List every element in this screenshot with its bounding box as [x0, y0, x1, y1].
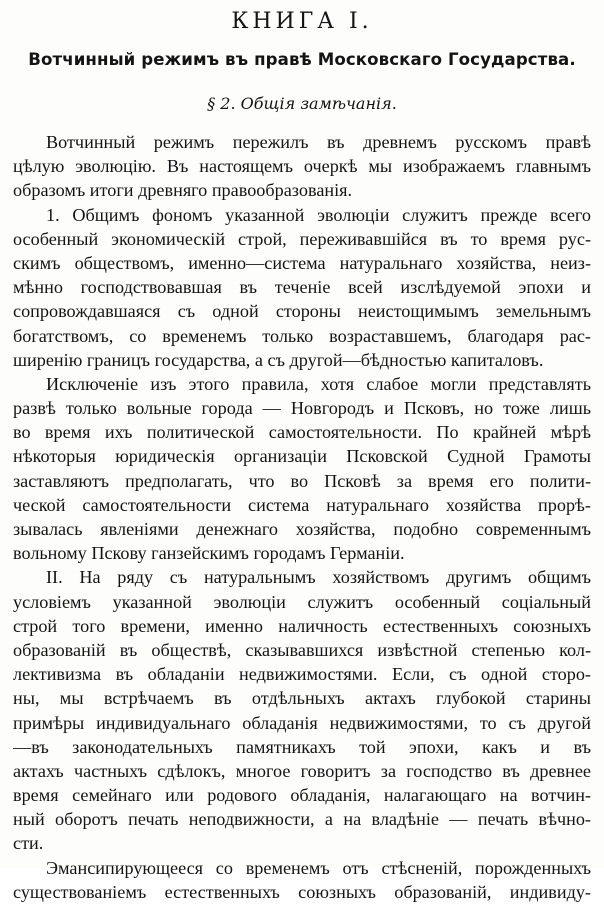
text-line: нѣкоторыя юридическія организаціи Псковской Судной Грамоты: [13, 446, 591, 467]
text-line: развѣ только вольные города — Новгородъ и Псковъ, но тоже лишь: [13, 398, 591, 419]
section-title: § 2. Общія замѣчанія.: [207, 94, 397, 113]
body-text: [13, 130, 591, 904]
text-line: богатствомъ, со временемъ только возраставшемъ, благодаря рас-: [13, 325, 591, 346]
text-line: образованій въ обществѣ, сказывавшихся извѣстной степенью кол-: [13, 639, 591, 660]
text-line: сопровождавшаяся съ одной стороны неистощимымъ земельнымъ: [13, 301, 591, 322]
text-line: актахъ частныхъ сдѣлокъ, многое говоритъ за господство въ древнее: [13, 760, 591, 781]
text-line: зывалась явленіями денежнаго хозяйства, подобно современнымъ: [13, 519, 591, 539]
text-line: мѣнно господствовавшая въ теченіе всей изслѣдуемой эпохи и: [13, 277, 591, 298]
text-line: II. На ряду съ натуральнымъ хозяйствомъ другимъ общимъ: [46, 567, 591, 588]
text-line: образомъ итоги древняго правообразованія.: [13, 180, 353, 201]
text-line: Вотчинный режимъ пережилъ въ древнемъ русскомъ правѣ: [46, 132, 591, 152]
text-line: вольному Пскову ганзейскимъ городамъ Германіи.: [13, 543, 405, 564]
text-line: заставляютъ предполагать, что во Псковѣ за время его полити-: [13, 470, 591, 491]
text-line: Эмансипирующееся со временемъ отъ стѣсненій, порожденныхъ: [46, 857, 591, 878]
text-line: ческой самостоятельности система натуральнаго хозяйства прорѣ-: [13, 494, 591, 515]
text-line: во время ихъ политической самостоятельности. По крайней мѣрѣ: [13, 422, 591, 443]
chapter-title: Вотчинный режимъ въ правѣ Московскаго Государства.: [28, 50, 576, 69]
text-line: —въ законодательныхъ памятникахъ той эпохи, какъ и въ: [13, 736, 591, 757]
text-line: сти.: [13, 833, 44, 854]
text-line: цѣлую эволюцію. Въ настоящемъ очеркѣ мы изображаемъ главнымъ: [13, 156, 591, 177]
text-line: ны, мы встрѣчаемъ въ отдѣльныхъ актахъ глубокой старины: [13, 688, 591, 709]
text-line: условіемъ указанной эволюціи служитъ особенный соціальный: [13, 591, 591, 612]
text-line: особенный экономическій строй, переживавшійся въ то время рус-: [13, 228, 591, 249]
text-line: ный оборотъ печать неподвижности, а на владѣніе — печать вѣчно-: [13, 809, 591, 830]
text-line: строй того времени, именно наличность естественныхъ союзныхъ: [13, 615, 591, 636]
text-line: Исключеніе изъ этого правила, хотя слабое могли представлять: [46, 373, 591, 394]
text-line: время семейнаго или родового обладанія, налагающаго на вотчин-: [13, 785, 591, 806]
text-line: скимъ обществомъ, именно—система натуральнаго хозяйства, неиз-: [13, 252, 591, 273]
text-line: ширенію границъ государства, а съ другой—бѣдностью капиталовъ.: [13, 349, 544, 370]
book-title: КНИГА I.: [231, 9, 373, 34]
text-line: 1. Общимъ фономъ указанной эволюціи служитъ прежде всего: [46, 204, 591, 225]
text-line: лективизма въ обладаніи недвижимостями. Если, съ одной сторо-: [13, 664, 591, 685]
text-line: примѣры индивидуальнаго обладанія недвижимостями, то съ дpугой: [13, 712, 591, 733]
text-line: существованіемъ естественныхъ союзныхъ образованій, индивиду-: [13, 881, 591, 902]
